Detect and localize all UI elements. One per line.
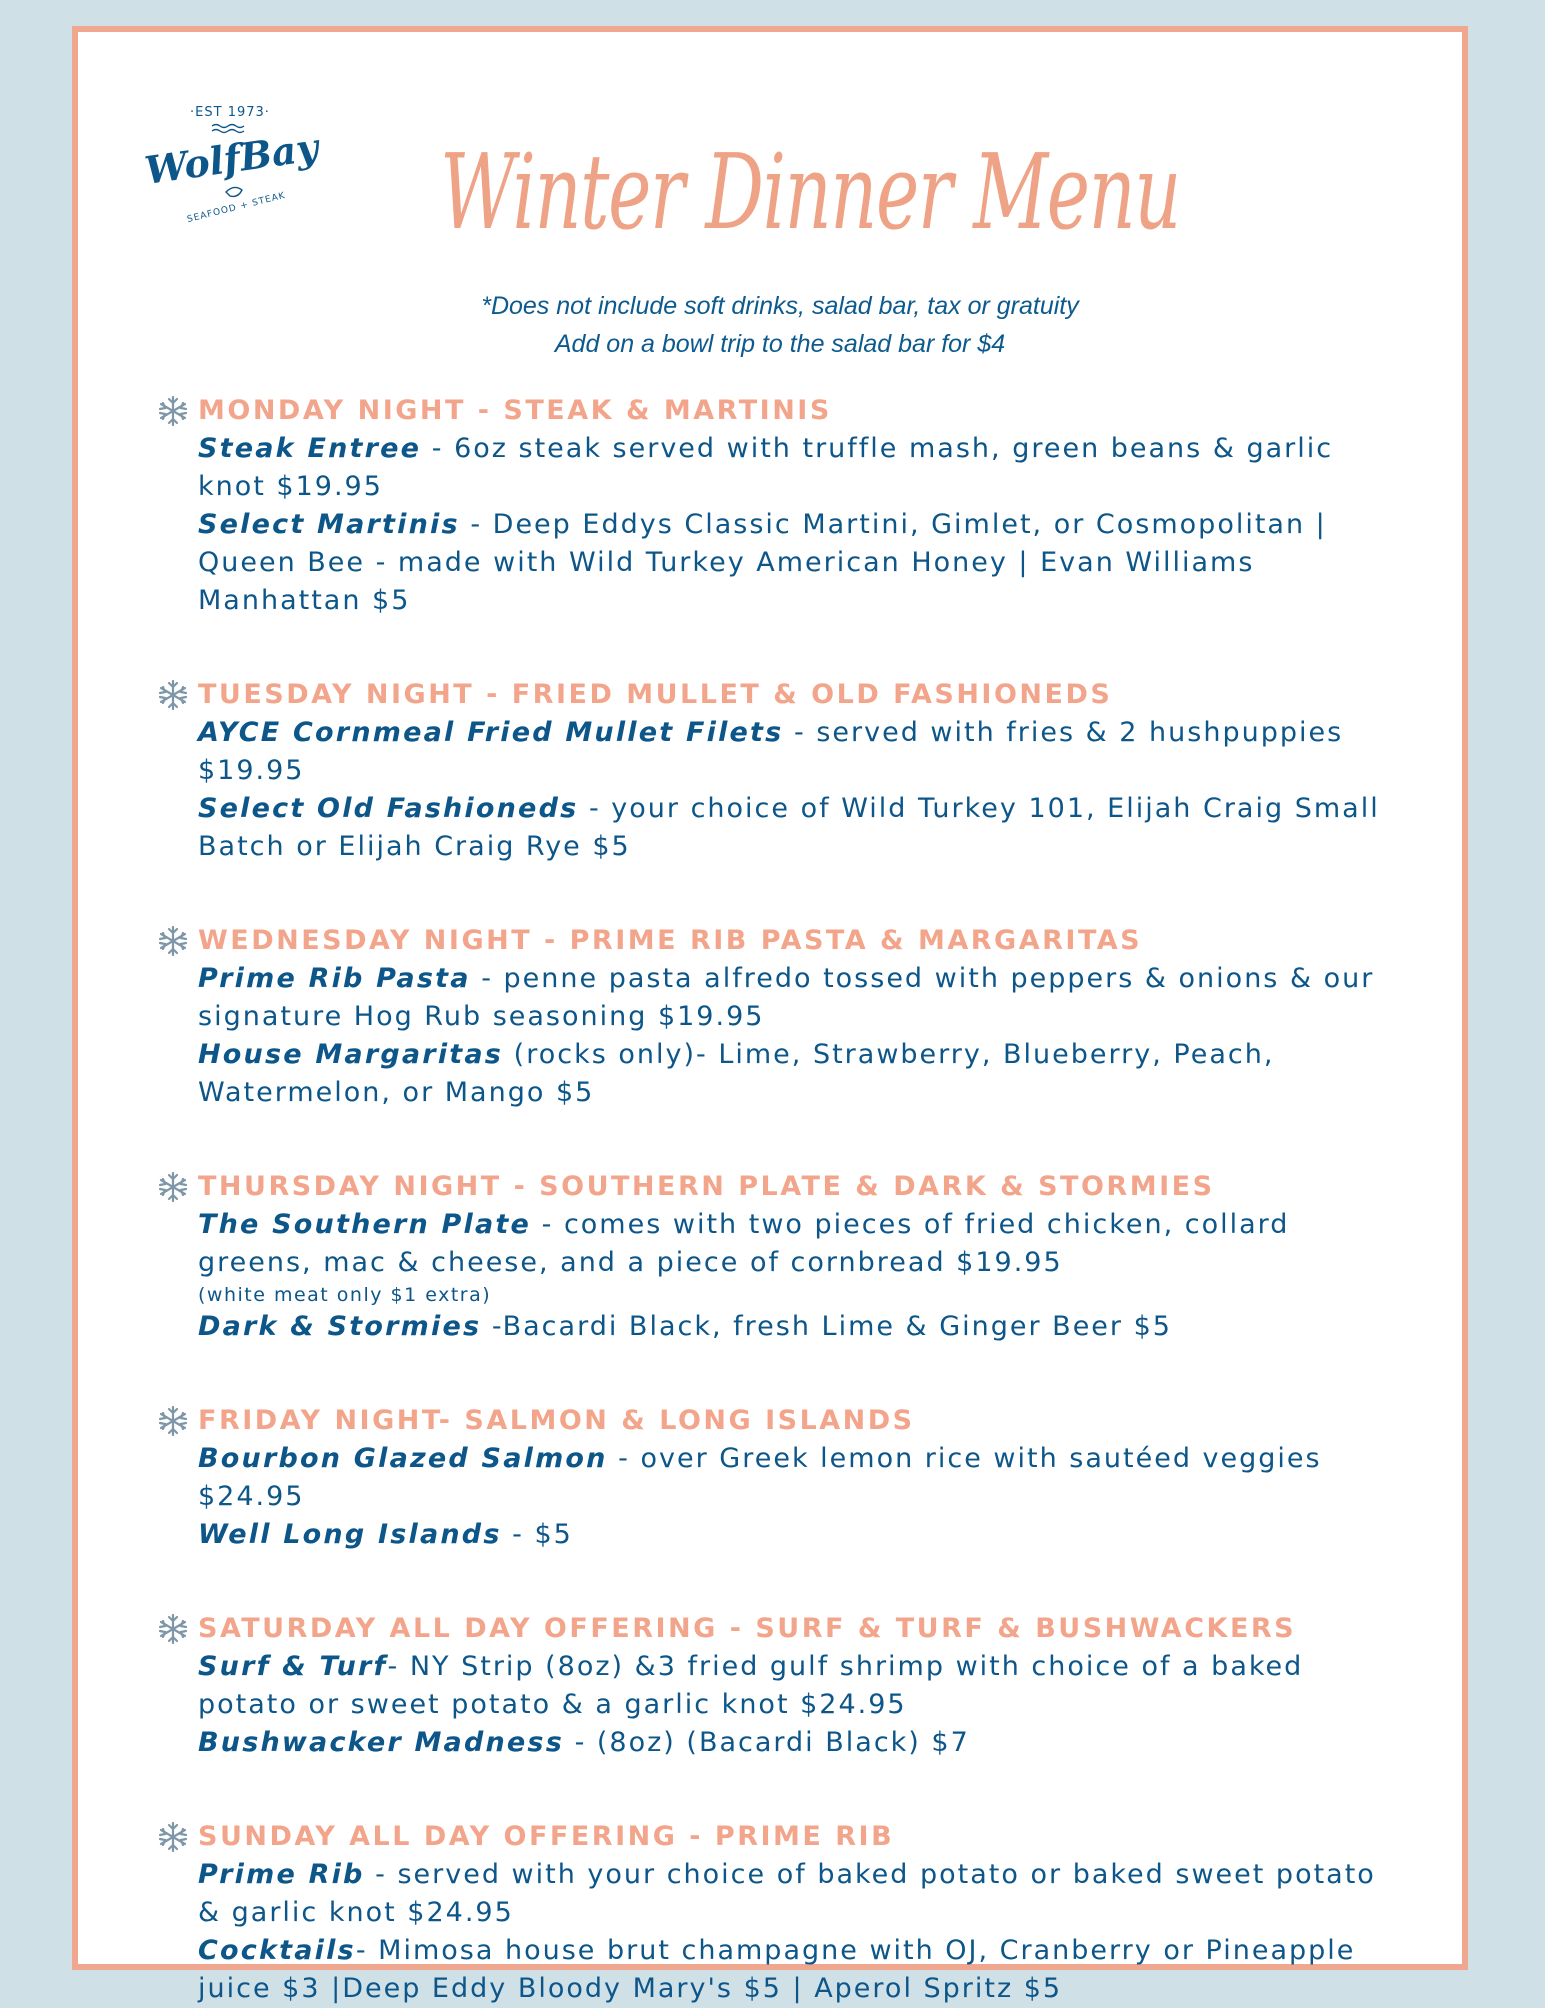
logo-est-text: ·EST 1973· <box>190 105 270 120</box>
menu-item-name: Prime Rib <box>198 1859 365 1890</box>
menu-item-description: - served with your choice of baked potato or baked sweet potato & garlic knot $24.95 <box>198 1859 1376 1928</box>
snowflake-icon <box>156 678 190 712</box>
section-heading: SATURDAY ALL DAY OFFERING - SURF & TURF & BUSHWACKERS <box>198 1613 1297 1644</box>
note-exclusions: *Does not include soft drinks, salad bar, tax or gratuity <box>481 292 1079 320</box>
wolf-bay-logo <box>140 92 320 232</box>
menu-item <box>198 1308 1406 1346</box>
menu-item <box>198 960 1406 1036</box>
menu-item <box>198 430 1406 506</box>
menu-item-name: Dark & Stormies <box>198 1311 482 1342</box>
menu-section <box>156 1610 1406 1762</box>
menu-item-description: - (8oz) (Bacardi Black) $7 <box>563 1727 970 1758</box>
menu-item <box>198 1932 1406 2008</box>
menu-item <box>198 714 1406 790</box>
menu-item-description: - served with fries & 2 hushpuppies $19.95 <box>198 717 1344 786</box>
menu-item-name: Select Old Fashioneds <box>198 793 579 824</box>
menu-sections <box>156 392 1406 2008</box>
menu-item <box>198 1516 1406 1554</box>
menu-section <box>156 392 1406 620</box>
menu-item-description: - penne pasta alfredo tossed with peppers & onions & our signature Hog Rub seasoning $19.95 <box>198 963 1375 1032</box>
menu-item-description: -Bacardi Black, fresh Lime & Ginger Beer $5 <box>481 1311 1172 1342</box>
logo-graphic <box>140 92 320 232</box>
menu-item <box>198 1648 1406 1724</box>
menu-title-text: Winter Dinner Menu <box>440 131 1180 253</box>
menu-section <box>156 676 1406 866</box>
menu-item-description: - over Greek lemon rice with sautéed veggies $24.95 <box>198 1443 1322 1512</box>
menu-section <box>156 1168 1406 1346</box>
menu-item <box>198 1036 1406 1112</box>
section-heading: THURSDAY NIGHT - SOUTHERN PLATE & DARK & STORMIES <box>198 1171 1215 1202</box>
menu-section <box>156 1818 1406 2008</box>
snowflake-icon <box>156 1404 190 1438</box>
section-heading: SUNDAY ALL DAY OFFERING - PRIME RIB <box>198 1821 895 1852</box>
menu-item-name: House Margaritas <box>198 1039 504 1070</box>
menu-item-note: (white meat only $1 extra) <box>198 1284 492 1306</box>
menu-item <box>198 1440 1406 1516</box>
menu-item-name: Bushwacker Madness <box>198 1727 564 1758</box>
section-heading: TUESDAY NIGHT - FRIED MULLET & OLD FASHIONEDS <box>198 679 1113 710</box>
logo-tagline-text: SEAFOOD + STEAK <box>186 190 287 226</box>
menu-item-description: - comes with two pieces of fried chicken, collard greens, mac & cheese, and a piece of cornbread $19.95 <box>198 1209 1290 1278</box>
menu-item-name: Select Martinis <box>198 509 460 540</box>
menu-item-description: (rocks only)- Lime, Strawberry, Blueberry, Peach, Watermelon, or Mango $5 <box>198 1039 1275 1108</box>
menu-item-description: - your choice of Wild Turkey 101, Elijah Craig Small Batch or Elijah Craig Rye $5 <box>198 793 1380 862</box>
menu-title <box>420 78 1200 278</box>
snowflake-icon <box>156 1820 190 1854</box>
menu-item <box>198 1206 1406 1282</box>
snowflake-icon <box>156 1170 190 1204</box>
menu-item-name: Steak Entree <box>198 433 422 464</box>
menu-item-description: - NY Strip (8oz) &3 fried gulf shrimp with choice of a baked potato or sweet potato & a garlic knot $24.95 <box>198 1651 1304 1720</box>
menu-item <box>198 506 1406 620</box>
menu-item-name: The Southern Plate <box>198 1209 532 1240</box>
menu-notes <box>330 287 1230 363</box>
section-heading: WEDNESDAY NIGHT - PRIME RIB PASTA & MARGARITAS <box>198 925 1143 956</box>
snowflake-icon <box>156 394 190 428</box>
menu-item-name: Bourbon Glazed Salmon <box>198 1443 608 1474</box>
menu-item <box>198 1856 1406 1932</box>
snowflake-icon <box>156 1612 190 1646</box>
menu-item <box>198 1724 1406 1762</box>
section-heading: FRIDAY NIGHT- SALMON & LONG ISLANDS <box>198 1405 915 1436</box>
menu-item-name: Cocktails <box>198 1935 356 1966</box>
logo-brand-text: WolfBay <box>141 124 322 193</box>
section-heading: MONDAY NIGHT - STEAK & MARTINIS <box>198 395 832 426</box>
menu-item-name: Prime Rib Pasta <box>198 963 471 994</box>
menu-item-name: Surf & Turf <box>198 1651 388 1682</box>
menu-section <box>156 922 1406 1112</box>
menu-item-description: - $5 <box>501 1519 573 1550</box>
menu-item-description: - 6oz steak served with truffle mash, green beans & garlic knot $19.95 <box>198 433 1334 502</box>
menu-item-name: AYCE Cornmeal Fried Mullet Filets <box>198 717 784 748</box>
menu-item <box>198 790 1406 866</box>
menu-item-description: - Deep Eddys Classic Martini, Gimlet, or Cosmopolitan | Queen Bee - made with Wild Turkey American Honey | Evan Williams Manhattan $5 <box>198 509 1327 616</box>
snowflake-icon <box>156 924 190 958</box>
shrimp-icon <box>226 187 242 196</box>
menu-item-description: - Mimosa house brut champagne with OJ, Cranberry or Pineapple juice $3 |Deep Eddy Bloody Mary's $5 | Aperol Spritz $5 <box>198 1935 1356 2004</box>
menu-item-name: Well Long Islands <box>198 1519 502 1550</box>
menu-section <box>156 1402 1406 1554</box>
note-salad-bar: Add on a bowl trip to the salad bar for $4 <box>554 330 1006 358</box>
